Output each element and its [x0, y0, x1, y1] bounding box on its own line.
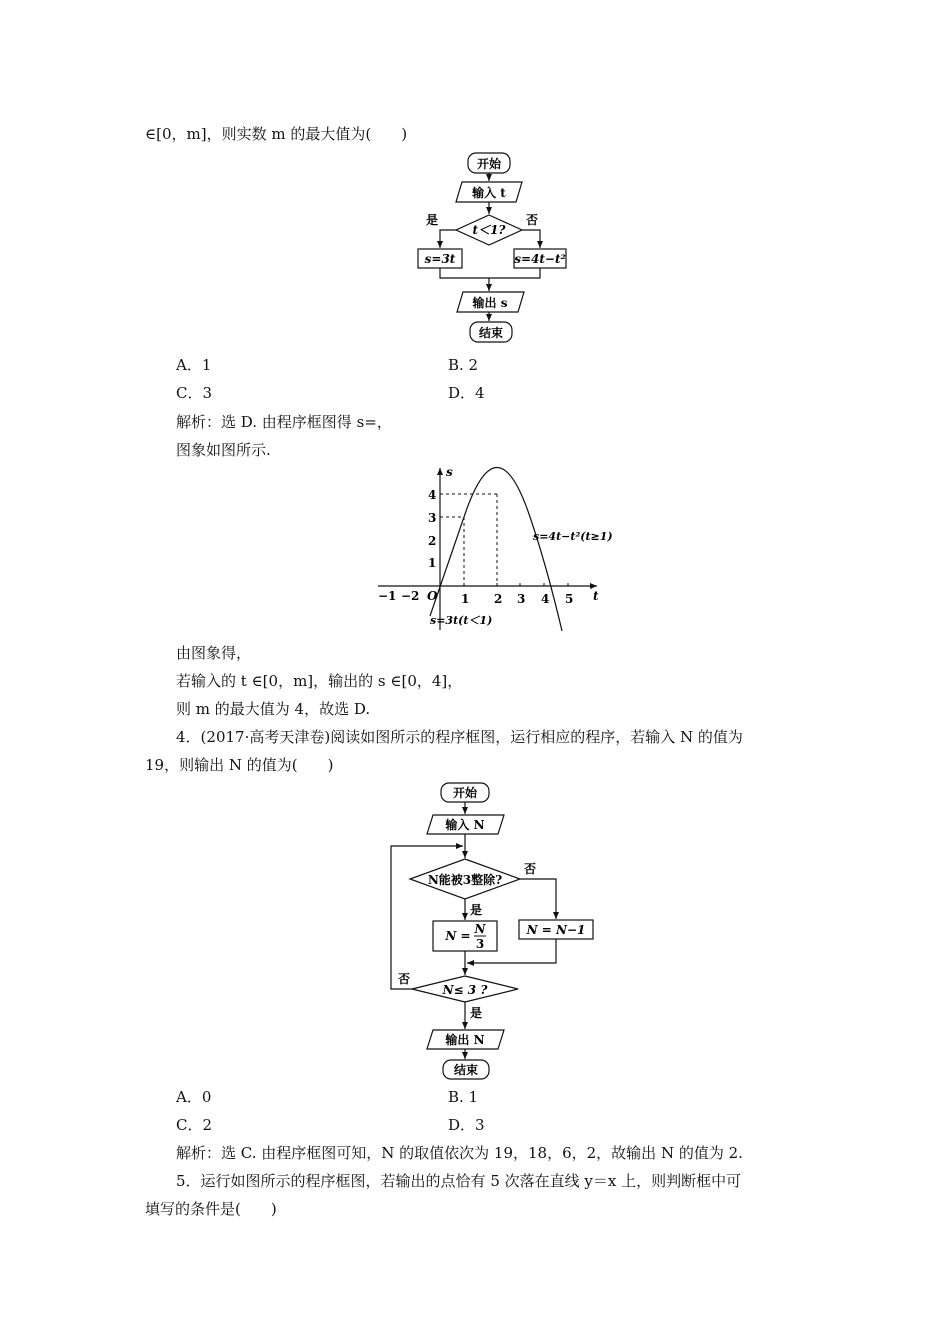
- q4-fc-output-text: 输出 N: [445, 1033, 485, 1047]
- q5-stem-2: 填写的条件是( ): [145, 1200, 277, 1218]
- q3-fc-no-label: 否: [525, 213, 539, 227]
- graph-origin: O: [427, 589, 438, 603]
- q4-option-a: A．0: [176, 1088, 212, 1106]
- q3-fc-output-text: 输出 s: [472, 296, 508, 310]
- graph-ytick-2: 2: [428, 534, 437, 548]
- graph-x-label: t: [593, 589, 599, 603]
- q3-fc-condition-text: t＜1?: [472, 223, 506, 237]
- q4-fc-assign-yes-num: N: [474, 922, 486, 936]
- q4-fc-start-text: 开始: [452, 786, 478, 800]
- q4-option-d: D．3: [448, 1116, 485, 1134]
- q4-stem-1: 4．(2017·高考天津卷)阅读如图所示的程序框图，运行相应的程序，若输入 N 的值为: [176, 728, 743, 746]
- q3-option-c: C．3: [176, 384, 213, 402]
- q4-fc-input-text: 输入 N: [445, 818, 485, 832]
- q3-fc-end-text: 结束: [478, 326, 504, 340]
- q4-fc-yes1-label: 是: [469, 903, 483, 917]
- q4-fc-cond1-text: N能被3整除?: [427, 873, 503, 887]
- q3-fc-input-text: 输入 t: [472, 186, 506, 200]
- q3-analysis-2: 图象如图所示.: [176, 441, 271, 459]
- q3-conclusion-2: 若输入的 t ∈[0，m]，输出的 s ∈[0，4]，: [176, 672, 463, 690]
- graph-xtick-5: 5: [565, 592, 574, 606]
- q4-fc-no1-label: 否: [523, 862, 537, 876]
- q4-fc-end-text: 结束: [453, 1063, 479, 1077]
- graph-xtick-2: 2: [494, 592, 503, 606]
- q5-stem-1: 5．运行如图所示的程序框图，若输出的点恰有 5 次落在直线 y＝x 上，则判断框中可: [176, 1172, 742, 1190]
- graph-xtick-3: 3: [517, 592, 526, 606]
- q3-stem-tail: ∈[0，m]，则实数 m 的最大值为( ): [145, 125, 408, 143]
- graph-y-label: s: [446, 465, 453, 479]
- graph-curve-label-left: s=3t(t＜1): [430, 614, 493, 627]
- q4-fc-assign-no: N = N−1: [526, 923, 586, 937]
- q4-fc-no2-label: 否: [397, 972, 411, 986]
- q3-fc-yes-label: 是: [425, 213, 439, 227]
- graph-ytick-1: 1: [428, 556, 437, 570]
- q3-fc-no-assign: s=4t−t²: [514, 252, 566, 266]
- q4-fc-yes2-label: 是: [469, 1006, 483, 1020]
- q4-option-b: B. 1: [448, 1088, 479, 1106]
- q4-fc-cond2-text: N≤ 3 ?: [442, 983, 488, 997]
- q4-analysis: 解析：选 C. 由程序框图可知，N 的取值依次为 19，18，6，2，故输出 N 的值为 2.: [176, 1144, 743, 1162]
- q3-option-d: D．4: [448, 384, 485, 402]
- q3-option-b: B. 2: [448, 356, 479, 374]
- q3-option-a: A．1: [176, 356, 212, 374]
- graph-xtick-1: 1: [461, 592, 470, 606]
- q4-fc-assign-yes-den: 3: [475, 937, 485, 951]
- q3-conclusion-3: 则 m 的最大值为 4，故选 D.: [176, 700, 371, 718]
- q3-conclusion-1: 由图象得，: [176, 644, 252, 662]
- q3-fc-start-text: 开始: [476, 157, 502, 171]
- graph-xtick-m2: −2: [401, 589, 420, 603]
- graph-ytick-4: 4: [428, 488, 437, 502]
- q3-fc-yes-assign: s=3t: [424, 252, 456, 266]
- graph-xtick-4: 4: [541, 592, 550, 606]
- q3-analysis-1: 解析：选 D. 由程序框图得 s=，: [176, 413, 392, 431]
- graph-ytick-3: 3: [428, 511, 437, 525]
- q4-fc-assign-yes-lhs: N =: [445, 929, 471, 943]
- q4-option-c: C．2: [176, 1116, 213, 1134]
- graph-xtick-m1: −1: [378, 589, 397, 603]
- graph-curve-label-right: s=4t−t²(t≥1): [533, 530, 613, 543]
- q4-stem-2: 19，则输出 N 的值为( ): [145, 756, 334, 774]
